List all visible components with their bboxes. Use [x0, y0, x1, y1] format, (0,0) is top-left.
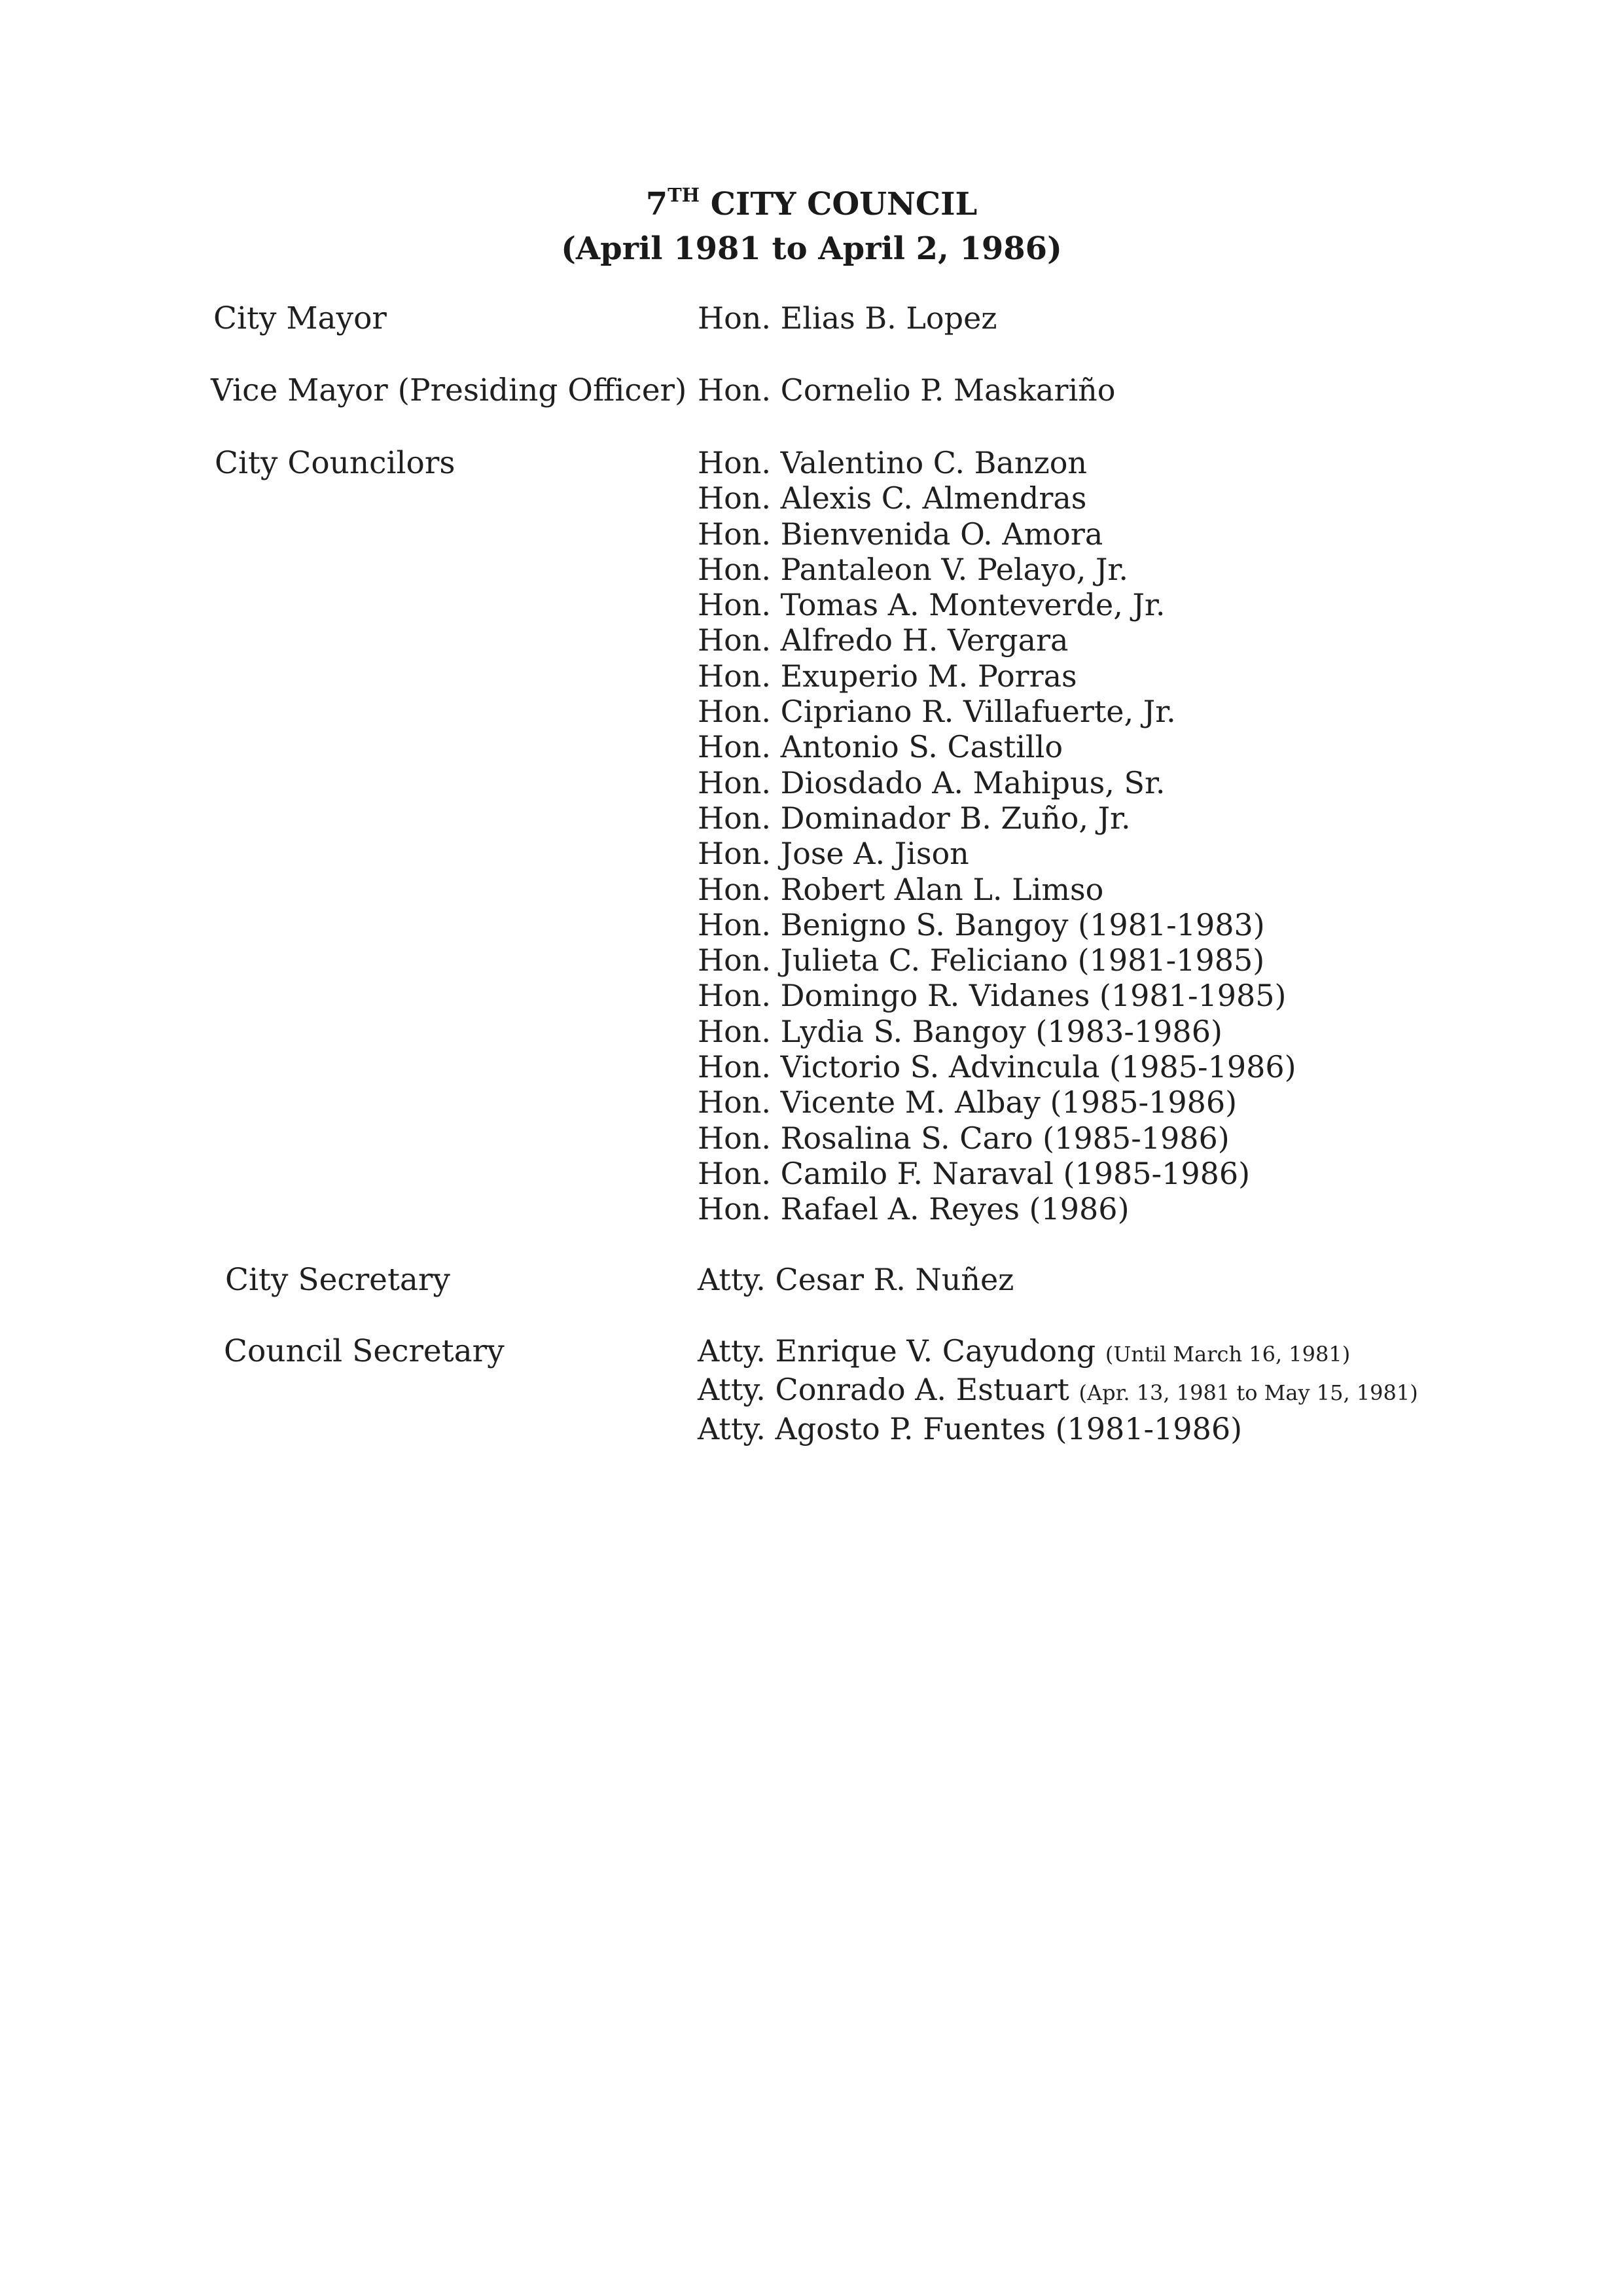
vice-mayor-names: [698, 372, 1115, 408]
councilor-name: Hon. Alexis C. Almendras: [698, 480, 1087, 516]
title-line-2: (April 1981 to April 2, 1986): [561, 230, 1062, 267]
council-secretary-name: Atty. Agosto P. Fuentes (1981-1986): [698, 1410, 1243, 1446]
councilor-name: Hon. Cipriano R. Villafuerte, Jr.: [698, 694, 1176, 730]
councilor-name: Hon. Camilo F. Naraval (1985-1986): [698, 1155, 1251, 1191]
city-secretary-names: [698, 1262, 1014, 1297]
council-secretary-note: (Apr. 13, 1981 to May 15, 1981): [1079, 1380, 1418, 1406]
city-secretary-label: City Secretary: [225, 1262, 450, 1298]
council-secretary-list: [698, 1333, 1418, 1446]
councilor-name: Hon. Pantaleon V. Pelayo, Jr.: [698, 551, 1128, 587]
council-secretary-name: Atty. Enrique V. Cayudong: [698, 1333, 1096, 1369]
council-secretary-entry: [698, 1333, 1418, 1372]
councilor-name: Hon. Bienvenida O. Amora: [698, 516, 1103, 552]
councilor-name: Hon. Rafael A. Reyes (1986): [698, 1191, 1130, 1227]
councilor-name: Hon. Diosdado A. Mahipus, Sr.: [698, 764, 1166, 800]
councilor-name: Hon. Rosalina S. Caro (1985-1986): [698, 1120, 1230, 1156]
title-line-1: [0, 182, 1623, 226]
councilors-label: City Councilors: [215, 445, 455, 481]
councilor-name: Hon. Lydia S. Bangoy (1983-1986): [698, 1013, 1222, 1049]
councilor-name: Hon. Victorio S. Advincula (1985-1986): [698, 1049, 1296, 1085]
mayor-name: Hon. Elias B. Lopez: [698, 300, 997, 336]
council-secretary-entry: [698, 1411, 1418, 1446]
council-secretary-entry: [698, 1372, 1418, 1410]
councilor-name: Hon. Antonio S. Castillo: [698, 729, 1063, 765]
document-title: [0, 182, 1623, 271]
councilor-name: Hon. Valentino C. Banzon: [698, 445, 1088, 480]
city-secretary-name: Atty. Cesar R. Nuñez: [698, 1262, 1014, 1297]
mayor-names: [698, 300, 997, 336]
mayor-label: City Mayor: [213, 300, 387, 336]
vice-mayor-label: Vice Mayor (Presiding Officer): [211, 372, 687, 408]
councilor-name: Hon. Julieta C. Feliciano (1981-1985): [698, 942, 1265, 978]
council-secretary-note: (Until March 16, 1981): [1105, 1342, 1351, 1367]
councilor-name: Hon. Tomas A. Monteverde, Jr.: [698, 587, 1166, 623]
vice-mayor-name: Hon. Cornelio P. Maskariño: [698, 372, 1116, 408]
title-ordinal-suffix: TH: [668, 184, 700, 206]
title-council: CITY COUNCIL: [700, 186, 978, 223]
councilors-list: [698, 445, 1296, 1227]
councilor-name: Hon. Benigno S. Bangoy (1981-1983): [698, 906, 1265, 942]
councilor-name: Hon. Alfredo H. Vergara: [698, 622, 1069, 658]
councilor-name: Hon. Robert Alan L. Limso: [698, 871, 1104, 907]
councilor-name: Hon. Jose A. Jison: [698, 836, 969, 872]
councilor-name: Hon. Vicente M. Albay (1985-1986): [698, 1085, 1238, 1121]
title-ordinal: 7: [645, 186, 668, 223]
councilor-name: Hon. Dominador B. Zuño, Jr.: [698, 800, 1131, 836]
council-secretary-name: Atty. Conrado A. Estuart: [698, 1372, 1069, 1408]
councilor-name: Hon. Exuperio M. Porras: [698, 658, 1077, 694]
council-secretary-label: Council Secretary: [224, 1333, 505, 1369]
councilor-name: Hon. Domingo R. Vidanes (1981-1985): [698, 978, 1287, 1014]
